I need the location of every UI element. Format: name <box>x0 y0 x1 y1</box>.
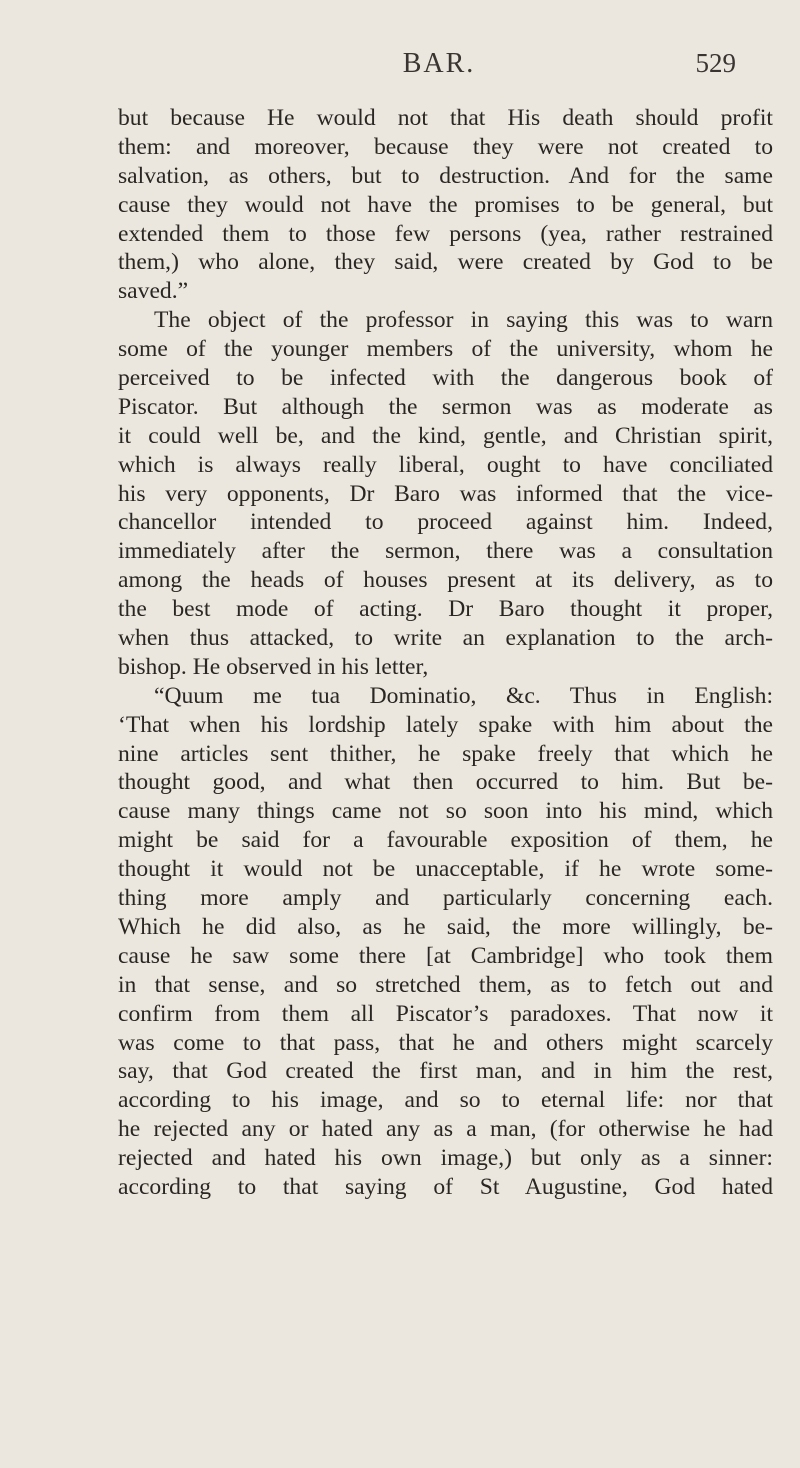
text-line: might be said for a favourable exposition of them, he <box>118 827 773 854</box>
text-line: “Quum me tua Dominatio, &c. Thus in English: <box>154 682 773 709</box>
text-line: ‘That when his lordship lately spake with him about the <box>118 711 773 738</box>
running-head <box>118 48 760 88</box>
text-line: when thus attacked, to write an explanation to the arch- <box>118 625 773 652</box>
text-line: it could well be, and the kind, gentle, and Christian spirit, <box>118 422 773 449</box>
text-line: nine articles sent thither, he spake freely that which he <box>118 740 773 767</box>
text-line: saved.” <box>118 278 189 305</box>
text-line: his very opponents, Dr Baro was informed that the vice- <box>118 480 773 507</box>
text-line: rejected and hated his own image,) but only as a sinner: <box>118 1145 773 1172</box>
text-line: bishop. He observed in his letter, <box>118 653 429 680</box>
text-line: extended them to those few persons (yea, rather restrained <box>118 220 773 247</box>
text-line: some of the younger members of the university, whom he <box>118 336 773 363</box>
text-line: cause he saw some there [at Cambridge] who took them <box>118 942 773 969</box>
text-line: but because He would not that His death should profit <box>118 105 773 131</box>
text-line: salvation, as others, but to destruction. And for the same <box>118 162 773 189</box>
text-line: perceived to be infected with the dangerous book of <box>118 365 773 392</box>
text-line: chancellor intended to proceed against him. Indeed, <box>118 509 773 536</box>
text-line: Which he did also, as he said, the more willingly, be- <box>118 913 773 940</box>
text-line: was come to that pass, that he and others might scarcely <box>118 1029 773 1056</box>
text-line: cause they would not have the promises to be general, but <box>118 191 773 218</box>
text-line: Piscator. But although the sermon was as moderate as <box>118 393 773 420</box>
text-line: thing more amply and particularly concerning each. <box>118 885 773 912</box>
text-line: cause many things came not so soon into his mind, which <box>118 798 773 825</box>
running-head-title: BAR. <box>402 48 476 79</box>
text-line: among the heads of houses present at its delivery, as to <box>118 567 773 594</box>
text-line: according to his image, and so to eternal life: nor that <box>118 1087 773 1114</box>
text-line: say, that God created the first man, and in him the rest, <box>118 1058 773 1085</box>
text-line: thought good, and what then occurred to him. But be- <box>118 769 773 796</box>
text-line: them,) who alone, they said, were created by God to be <box>118 249 773 276</box>
text-line: which is always really liberal, ought to have conciliated <box>118 451 773 478</box>
text-line: the best mode of acting. Dr Baro thought it proper, <box>118 596 773 623</box>
text-line: in that sense, and so stretched them, as to fetch out and <box>118 971 773 998</box>
page-number: 529 <box>695 48 736 78</box>
text-line: The object of the professor in saying this was to warn <box>154 307 773 334</box>
body-text <box>118 104 773 1202</box>
text-line: he rejected any or hated any as a man, (for otherwise he had <box>118 1116 773 1143</box>
text-line: immediately after the sermon, there was a consultation <box>118 538 773 565</box>
text-line: confirm from them all Piscator’s paradoxes. That now it <box>118 1000 773 1027</box>
text-line: thought it would not be unacceptable, if he wrote some- <box>118 856 773 883</box>
text-line: them: and moreover, because they were not created to <box>118 133 773 160</box>
text-line: according to that saying of St Augustine, God hated <box>118 1173 773 1200</box>
